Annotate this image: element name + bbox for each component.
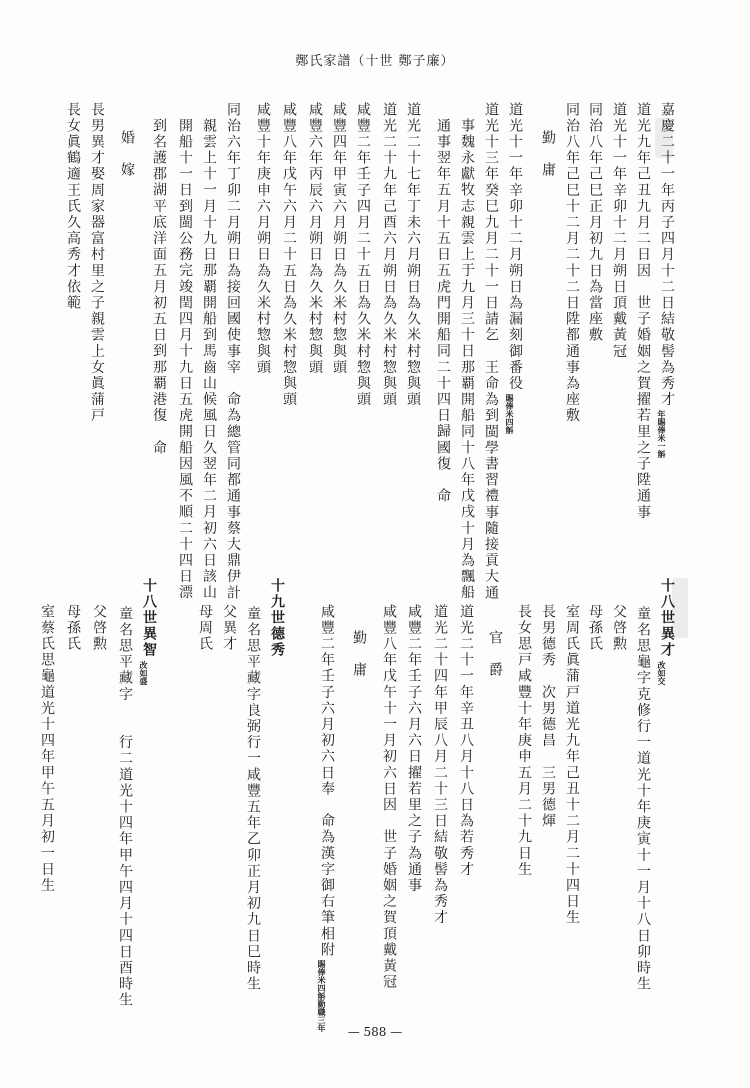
page-header: 鄭氏家譜（十世 鄭子廉） xyxy=(295,54,455,69)
top-column: 咸豐二年壬子四月二十五日為久米村惣與頭 xyxy=(355,102,371,408)
top-column: 咸豐八年戊午六月二十五日為久米村惣與頭 xyxy=(281,102,297,408)
bottom-column: 十八世異智 xyxy=(141,578,157,659)
top-column: 長男異才娶周家器富村里之子親雲上女眞蒲戸 xyxy=(89,102,105,424)
bottom-column: 咸豐八年戊午十一月初六日因 世子婚姻之賀頂戴黃冠 xyxy=(381,604,397,991)
bottom-annotation: 改如交 xyxy=(657,660,667,685)
bottom-column: 父啓勲 xyxy=(91,604,107,653)
top-column: 長女眞鶴適王氏久高秀才依範 xyxy=(65,102,81,312)
bottom-column: 十九世德秀 xyxy=(269,578,285,659)
top-column: 同治六年丁卯二月朔日為接回國使事宰 命為總管同都通事蔡大鼎伊計 xyxy=(225,102,241,602)
bottom-column: 童名思龜字克修行一道光十年庚寅十一月十八日卯時生 xyxy=(635,606,651,993)
bottom-column: 長女思戸咸豐十年庚申五月二十九日生 xyxy=(516,604,532,878)
bottom-column: 母孫氏 xyxy=(65,604,81,653)
top-column: 道光十三年癸巳九月二十一日請乞 王命為到閩學書習禮事隨接貢大通 xyxy=(483,102,499,602)
bottom-column: 母周氏 xyxy=(197,604,213,653)
bottom-column: 父異才 xyxy=(221,604,237,653)
top-column: 道光九年己丑九月二日因 世子婚姻之賀擢若里之子陞通事 xyxy=(635,102,651,521)
page-number: — 588 — xyxy=(347,1025,403,1039)
top-column: 道光二十九年己酉六月朔日為久米村惣與頭 xyxy=(381,102,397,408)
bottom-column: 咸豐二年壬子六月六日擢若里之子為通事 xyxy=(406,604,422,894)
top-column: 同治八年己巳十二月二十二日陞都通事為座敷 xyxy=(564,102,580,424)
top-column: 咸豐十年庚申六月朔日為久米村惣與頭 xyxy=(255,102,271,376)
bottom-column: 咸豐二年壬子六月初六日奉 命為漢字御右筆相附 xyxy=(319,604,335,959)
bottom-annotation: 賜俸米四斛勤職三年 xyxy=(317,960,327,1033)
bottom-column: 父啓勲 xyxy=(611,604,627,653)
bottom-column: 母孫氏 xyxy=(587,604,603,653)
bottom-column: 長男德秀 次男德昌 三男德煇 xyxy=(540,604,556,830)
top-column: 事魏永獻牧志親雲上于九月三十日那覇開船同十八年戊戌十月為飄船 xyxy=(459,118,475,601)
bottom-column: 十八世異才 xyxy=(659,578,675,659)
bottom-column: 勤 庸 xyxy=(351,630,367,679)
top-column: 道光十一年辛卯十二月朔日頂戴黃冠 xyxy=(611,102,627,360)
bottom-column: 童名思平藏字 行二道光十四年甲午四月十四日酉時生 xyxy=(117,606,133,1009)
bottom-column: 官 爵 xyxy=(487,630,503,679)
top-column: 通事翌年五月十五日五虎門開船同二十四日歸國復 命 xyxy=(435,118,451,505)
top-column: 婚 嫁 xyxy=(119,130,135,179)
top-column: 到名護郡湖平底洋面五月初五日到那覇港復 命 xyxy=(151,118,167,457)
top-column: 勤 庸 xyxy=(540,130,556,179)
top-annotation: 年賜俸米一斛 xyxy=(657,409,667,458)
top-column: 嘉慶二十一年丙子四月十二日結敬髻為秀才 xyxy=(659,102,675,408)
top-column: 咸豐四年甲寅六月朔日為久米村惣與頭 xyxy=(331,102,347,376)
top-column: 親雲上十一月十九日那覇開船到馬齒山候風日久翌年二月初六日該山 xyxy=(201,118,217,601)
top-column: 同治八年己巳正月初九日為當座敷 xyxy=(587,102,603,344)
top-column: 開船十一日到閩公務完竣閏四月十九日五虎開船因風不順二十四日漂 xyxy=(177,118,193,601)
top-annotation: 賜俸米四斛 xyxy=(505,393,515,434)
bottom-column: 道光二十一年辛丑八月十八日為若秀才 xyxy=(458,604,474,878)
bottom-column: 室蔡氏思龜道光十四年甲午五月初一日生 xyxy=(39,604,55,894)
bottom-column: 室周氏眞蒲戸道光九年己丑十二月二十四日生 xyxy=(564,604,580,926)
bottom-annotation: 改如盛 xyxy=(139,660,149,685)
top-column: 道光二十七年丁未六月朔日為久米村惣與頭 xyxy=(405,102,421,408)
top-column: 咸豐六年丙辰六月朔日為久米村惣與頭 xyxy=(307,102,323,376)
top-column: 道光十一年辛卯十二月朔日為漏刻御番役 xyxy=(507,102,523,392)
bottom-column: 道光二十四年甲辰八月二十三日結敬髻為秀才 xyxy=(432,604,448,926)
bottom-column: 童名思平藏字良弼行一咸豐五年乙卯正月初九日巳時生 xyxy=(245,606,261,993)
